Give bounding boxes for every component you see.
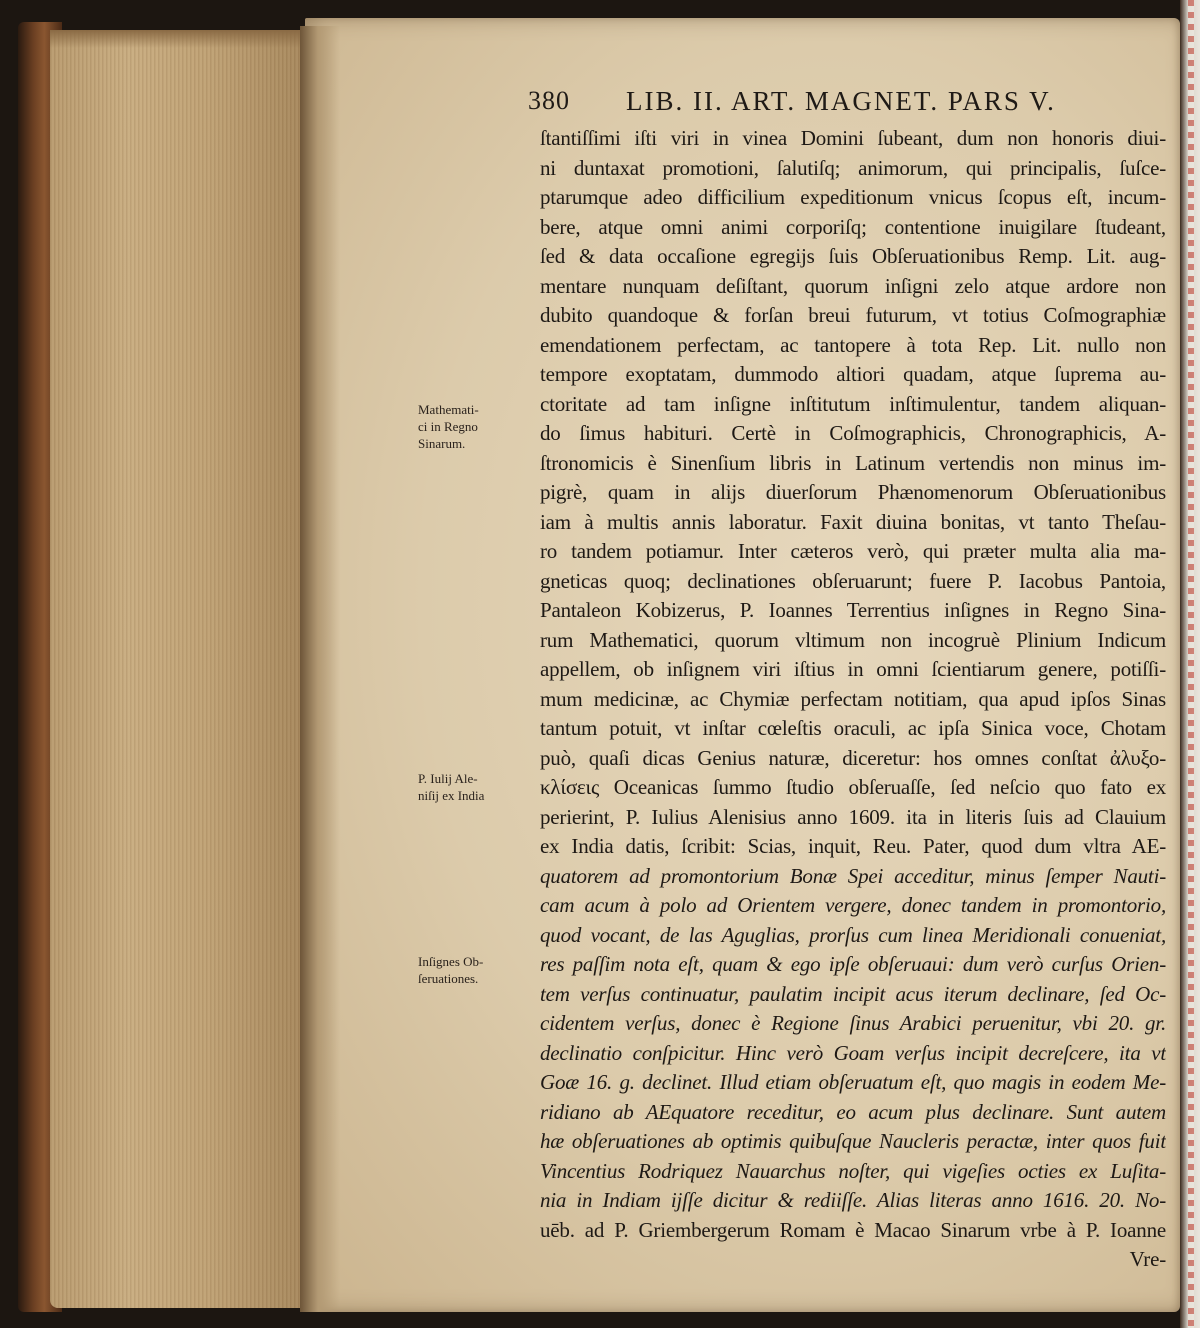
text-line: Vre- (1129, 1247, 1166, 1271)
text-line: può, quaſi dicas Genius naturæ, diceretur: hos omnes conſtat ἀλυξο- (540, 745, 1166, 770)
text-line: perierint, P. Iulius Alenisius anno 1609. ita in literis ſuis ad Clauium (540, 804, 1166, 829)
text-line: Pantaleon Kobizerus, P. Ioannes Terrentius inſignes in Regno Sina- (540, 598, 1166, 622)
text-line: Vincentius Rodriquez Nauarchus noſter, qui vigeſies octies ex Luſita- (540, 1158, 1166, 1183)
text-line: tantum potuit, vt inſtar cœleſtis oraculi, ac ipſa Sinica voce, Chotam (540, 716, 1166, 740)
text-line: iam à multis annis laboratur. Faxit diuina bonitas, vt tanto Theſau- (540, 509, 1166, 534)
page-number: 380 (528, 86, 570, 115)
text-line: res paſſim nota eſt, quam & ego ipſe obſeruaui: dum verò curſus Orien- (540, 952, 1166, 976)
text-line: ex India datis, ſcribit: Scias, inquit, Reu. Pater, quod dum vltra AE- (540, 834, 1166, 858)
text-line: tempore exoptatam, dummodo altiori quadam, atque ſuprema au- (540, 362, 1166, 386)
text-line: bere, atque omni animi corporiſq; contentione inuigilare ſtudeant, (540, 214, 1166, 239)
text-line: κλίσεις Oceanicas ſummo ſtudio obſeruaſſe, ſed neſcio quo fato ex (540, 775, 1166, 799)
text-line: quod vocant, de las Aguglias, prorſus cum linea Meridionali conueniat, (540, 922, 1166, 947)
text-line: rum Mathematici, quorum vltimum non incogruè Plinium Indicum (540, 627, 1166, 652)
text-line: gneticas quoq; declinationes obſeruarunt; fuere P. Iacobus Pantoia, (540, 568, 1166, 593)
margin-note (418, 953, 528, 987)
margin-note-line: P. Iulij Ale- (418, 771, 478, 786)
running-head (528, 86, 1168, 120)
text-line: hæ obſeruationes ab optimis quibuſque Naucleris peractæ, inter quos fuit (540, 1129, 1166, 1153)
text-line: ſtantiſſimi iſti viri in vinea Domini ſubeant, dum non honoris diui- (540, 126, 1166, 150)
text-line: pigrè, quam in alijs diuerſorum Phænomenorum Obſeruationibus (540, 480, 1166, 504)
text-line: ni duntaxat promotioni, ſalutiſq; animorum, qui principalis, ſuſce- (540, 155, 1166, 180)
text-line: appellem, ob inſignem viri iſtius in omni ſcientiarum genere, potiſſi- (540, 657, 1166, 681)
gutter-shadow (300, 26, 340, 1312)
cover-right-edge (1180, 0, 1200, 1328)
text-line: uēb. ad P. Griembergerum Romam è Macao Sinarum vrbe à P. Ioanne (540, 1217, 1166, 1242)
margin-note-line: ſeruationes. (418, 971, 479, 986)
text-line: do ſimus habituri. Certè in Coſmographicis, Chronographicis, A- (540, 421, 1166, 445)
text-line: Goæ 16. g. declinet. Illud etiam obſeruatum eſt, quo magis in eodem Me- (540, 1070, 1166, 1094)
text-line: emendationem perfectam, ac tantopere à tota Rep. Lit. nullo non (540, 332, 1166, 357)
margin-note-line: Mathemati- (418, 402, 479, 417)
text-line: cidentem verſus, donec è Regione ſinus Arabici peruenitur, vbi 20. gr. (540, 1011, 1166, 1035)
text-line: cam acum à polo ad Orientem vergere, donec tandem in promontorio, (540, 893, 1166, 917)
text-line: quatorem ad promontorium Bonæ Spei acceditur, minus ſemper Nauti- (540, 863, 1166, 888)
margin-note-line: ci in Regno (418, 419, 478, 434)
text-line: mentare nunquam deſiſtant, quorum inſigni zelo atque ardore non (540, 273, 1166, 298)
text-line: declinatio conſpicitur. Hinc verò Goam verſus incipit decreſcere, ita vt (540, 1040, 1166, 1065)
text-line: ſtronomicis è Sinenſium libris in Latinum vertendis non minus im- (540, 450, 1166, 475)
text-line: nia in Indiam ijſſe dicitur & rediiſſe. Alias literas anno 1616. 20. No- (540, 1188, 1166, 1212)
text-line: dubito quandoque & forſan breui futurum, vt totius Coſmographiæ (540, 303, 1166, 327)
text-line: ctoritate ad tam inſigne inſtitutum inſtimulentur, tandem aliquan- (540, 391, 1166, 416)
text-line: ro tandem potiamur. Inter cæteros verò, qui præter multa alia ma- (540, 539, 1166, 563)
running-head-title: LIB. II. ART. MAGNET. PARS V. (626, 86, 1056, 116)
margin-note (418, 770, 528, 804)
text-line: ſed & data occaſione egregijs ſuis Obſeruationibus Remp. Lit. aug- (540, 244, 1166, 268)
page-block-edges (50, 30, 312, 1308)
margin-note (418, 401, 528, 452)
body-text (540, 124, 1166, 1275)
margin-note-line: Sinarum. (418, 436, 466, 451)
text-line: tem verſus continuatur, paulatim incipit acus iterum declinare, ſed Oc- (540, 981, 1166, 1006)
text-line: ptarumque adeo difficilium expeditionum vnicus ſcopus eſt, incum- (540, 185, 1166, 209)
text-line: ridiano ab AEquatore receditur, eo acum plus declinare. Sunt autem (540, 1099, 1166, 1124)
margin-note-line: niſij ex India (418, 788, 485, 803)
margin-note-line: Inſignes Ob- (418, 954, 484, 969)
text-line: mum medicinæ, ac Chymiæ perfectam notitiam, qua apud ipſos Sinas (540, 686, 1166, 711)
